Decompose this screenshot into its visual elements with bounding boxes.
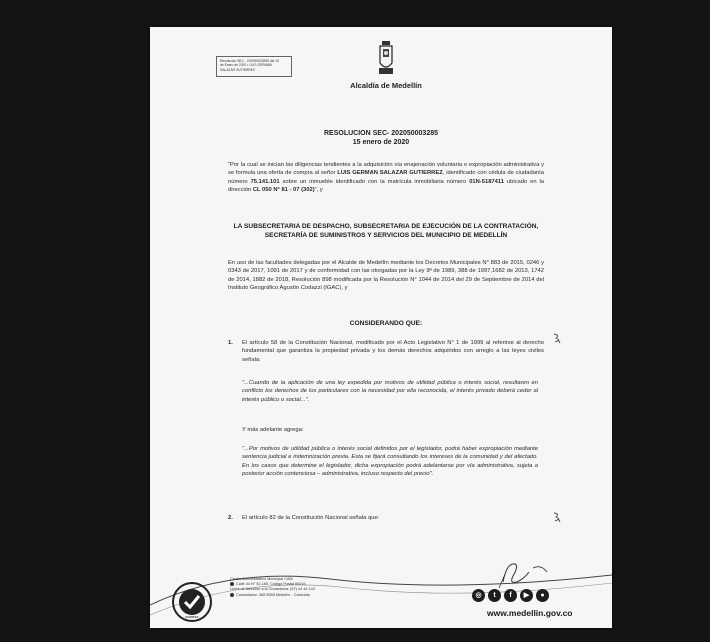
facebook-icon[interactable]: f bbox=[504, 589, 517, 602]
org-name: Alcaldía de Medellín bbox=[350, 81, 422, 90]
property-address: CL 050 N° 81 - 07 (302) bbox=[252, 186, 315, 193]
website-link[interactable]: www.medellin.gov.co bbox=[487, 608, 573, 618]
address-line: Calle 44 N° 52-165. Código Postal 50015 bbox=[236, 582, 306, 587]
owner-name: LUIS GERMAN SALAZAR GUTIERREZ bbox=[337, 170, 443, 177]
item-text: El artículo 82 de la Constitución Nacional señala que: bbox=[242, 515, 380, 521]
adds-label: Y más adelante agrega: bbox=[242, 427, 304, 433]
resolution-title: RESOLUCION SEC- 202050003285 bbox=[324, 130, 438, 137]
cedula-number: 75.141.101 bbox=[250, 178, 280, 185]
resolution-date: 15 enero de 2020 bbox=[352, 139, 410, 146]
margin-initial-mark-icon bbox=[552, 332, 562, 344]
footer-address bbox=[230, 577, 380, 598]
twitter-icon[interactable]: t bbox=[488, 589, 501, 602]
considerando-heading: CONSIDERANDO QUE: bbox=[349, 320, 423, 327]
faculties-paragraph: En uso de las facultades delegadas por el Alcalde de Medellín mediante los Decretos Municipales N° 883 de 2015, 0246 y 0343 de 2017, 1091 de 2017 y de conformidad con las otorgadas por la Ley 9ª de 1989, 388 de 1997,1682 de 2013, 1742 de 2014, 1882 de 2018, Resolución 898 modificada por la Resolución N° 1044 de 2014 del 29 de Septiembre de 2014 del Instituto Geográfico Agustín Codazzi (IGAC), y bbox=[228, 260, 544, 291]
intro-paragraph: "Por la cual se inician las diligencias tendientes a la adquisición vía enajenación voluntaria o expropiación administrativa y se formula una oferta de compra al señor LUIS GERMAN SALAZAR GUTIERREZ, identificado con cédula de ciudadanía número 75.141.101 sobre un inmueble identificado con la matrícula inmobiliaria número 01N-5187411 ubicado en la dirección CL 050 N° 81 - 07 (302)", y bbox=[228, 162, 545, 193]
quote-art58: "...Cuando de la aplicación de una ley expedida por motivos de utilidad pública o interés social, resultaren en conflicto los derechos de los particulares con la necesidad por ella reconocida, el interés privado deberá ceder al interés público o social...". bbox=[242, 380, 538, 403]
item-number: 2. bbox=[228, 515, 233, 521]
flickr-icon[interactable]: ● bbox=[536, 589, 549, 602]
stamp-line: de Enero de 2020 • LUIS GERMAN bbox=[220, 63, 272, 68]
address-line: Centro Administrativo Municipal CAM bbox=[230, 577, 293, 581]
matricula-number: 01N-5187411 bbox=[469, 178, 504, 185]
item-text: El artículo 58 de la Constitución Nacional, modificado por el Acto Legislativo N° 1 de 1999 al referirse al derecho fundamental que garantiza la propiedad privada y los demás derechos adquiridos con arreglo a las leyes civiles señala: bbox=[242, 340, 544, 363]
social-links bbox=[472, 589, 549, 603]
radication-stamp bbox=[216, 56, 292, 77]
authority-heading: LA SUBSECRETARIA DE DESPACHO, SUBSECRETARIA DE EJECUCIÓN DE LA CONTRATACIÓN, SECRETARÍA DE SUMINISTROS Y SERVICIOS DEL MUNICIPIO DE MEDELLÍN bbox=[233, 223, 539, 239]
document-page bbox=[150, 27, 612, 628]
stamp-line: Resolución SEC - 202050003285 del 15 bbox=[220, 59, 279, 63]
address-line: Conmutador: 385 5555 Medellín - Colombia bbox=[236, 592, 310, 597]
phone-icon bbox=[230, 593, 234, 597]
icontec-label: ICONTEC bbox=[185, 615, 199, 619]
item-number: 1. bbox=[228, 340, 233, 346]
stamp-line: SALAZAR GUTIERREZ bbox=[220, 67, 255, 72]
youtube-icon[interactable]: ▶ bbox=[520, 589, 533, 602]
medellin-coat-of-arms-icon bbox=[378, 41, 394, 75]
location-pin-icon bbox=[230, 582, 234, 586]
address-line: Línea de Atención a la Ciudadanía: (57) 44 44 144 bbox=[230, 587, 315, 592]
margin-initial-mark-icon bbox=[552, 511, 562, 523]
quote-art58-continued: "...Por motivos de utilidad pública o interés social definidos por el legislador, podrá haber expropiación mediante sentencia judicial e indemnización previa. Esta se fijará consultando los intereses de la comunidad y del afectado. En los casos que determine el legislador, dicha expropiación podrá adelantarse por vía administrativa, sujeta a posterior acción contenciosa – administrativa, incluso respecto del precio". bbox=[242, 446, 538, 477]
instagram-icon[interactable]: ◎ bbox=[472, 589, 485, 602]
